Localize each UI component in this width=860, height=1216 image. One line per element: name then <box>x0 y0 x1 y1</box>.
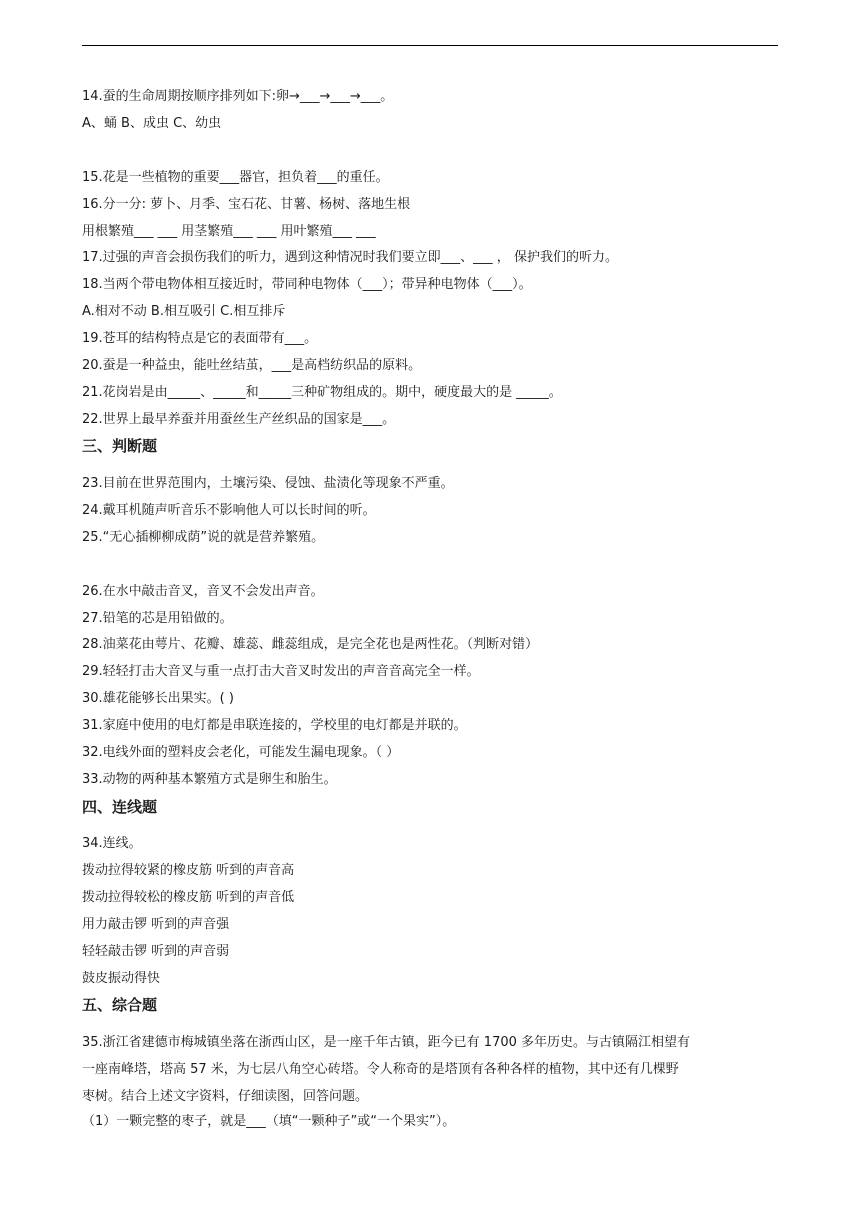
question-19: 19.苍耳的结构特点是它的表面带有___。 <box>82 331 318 346</box>
question-14-options: A、蛹 B、成虫 C、幼虫 <box>82 116 222 131</box>
question-21: 21.花岗岩是由_____、_____和_____三种矿物组成的。期中，硬度最大的是 _____。 <box>82 385 562 400</box>
matching-row-5: 鼓皮振动得快 <box>82 971 161 986</box>
question-23: 23.目前在世界范围内，土壤污染、侵蚀、盐渍化等现象不严重。 <box>82 476 454 491</box>
question-18-options: A.相对不动 B.相互吸引 C.相互排斥 <box>82 304 286 319</box>
question-25: 25.“无心插柳柳成荫”说的就是营养繁殖。 <box>82 530 325 545</box>
question-26: 26.在水中敲击音叉，音叉不会发出声音。 <box>82 584 324 599</box>
matching-row-3: 用力敲击锣 听到的声音强 <box>82 917 230 932</box>
section-heading-matching: 四、连线题 <box>82 798 158 816</box>
question-35-line-1: 35.浙江省建德市梅城镇坐落在浙西山区，是一座千年古镇，距今已有 1700 多年历史。与古镇隔江相望有 <box>82 1035 691 1050</box>
question-34: 34.连线。 <box>82 836 142 851</box>
question-14: 14.蚕的生命周期按顺序排列如下:卵→___→___→___。 <box>82 89 394 104</box>
question-22: 22.世界上最早养蚕并用蚕丝生产丝织品的国家是___。 <box>82 412 396 427</box>
question-15: 15.花是一些植物的重要___器官，担负着___的重任。 <box>82 170 389 185</box>
question-16-blanks: 用根繁殖___ ___ 用茎繁殖___ ___ 用叶繁殖___ ___ <box>82 224 376 239</box>
matching-row-2: 拨动拉得较松的橡皮筋 听到的声音低 <box>82 890 295 905</box>
question-33: 33.动物的两种基本繁殖方式是卵生和胎生。 <box>82 772 337 787</box>
header-rule <box>82 45 778 46</box>
question-24: 24.戴耳机随声听音乐不影响他人可以长时间的听。 <box>82 503 376 518</box>
question-27: 27.铅笔的芯是用铅做的。 <box>82 611 233 626</box>
section-heading-judgement: 三、判断题 <box>82 437 158 455</box>
question-35-line-2: 一座南峰塔，塔高 57 米，为七层八角空心砖塔。令人称奇的是塔顶有各种各样的植物，其中还有几棵野 <box>82 1062 679 1077</box>
matching-row-1: 拨动拉得较紧的橡皮筋 听到的声音高 <box>82 863 295 878</box>
question-18: 18.当两个带电物体相互接近时，带同种电物体（___）；带异种电物体（___）。 <box>82 277 532 292</box>
question-35-line-3: 枣树。结合上述文字资料，仔细读图，回答问题。 <box>82 1089 369 1104</box>
question-32: 32.电线外面的塑料皮会老化，可能发生漏电现象。（ ） <box>82 745 400 760</box>
question-16: 16.分一分: 萝卜、月季、宝石花、甘薯、杨树、落地生根 <box>82 197 411 212</box>
question-20: 20.蚕是一种益虫，能吐丝结茧，___是高档纺织品的原料。 <box>82 358 422 373</box>
section-heading-comprehensive: 五、综合题 <box>82 996 158 1014</box>
question-35-sub-1: （1）一颗完整的枣子，就是___（填“一颗种子”或“一个果实”）。 <box>82 1114 456 1129</box>
question-29: 29.轻轻打击大音叉与重一点打击大音叉时发出的声音音高完全一样。 <box>82 664 480 679</box>
question-28: 28.油菜花由萼片、花瓣、雄蕊、雌蕊组成，是完全花也是两性花。（判断对错） <box>82 637 539 652</box>
question-31: 31.家庭中使用的电灯都是串联连接的，学校里的电灯都是并联的。 <box>82 718 467 733</box>
question-17: 17.过强的声音会损伤我们的听力，遇到这种情况时我们要立即___、___ ， 保护我们的听力。 <box>82 250 618 265</box>
question-30: 30.雄花能够长出果实。( ) <box>82 691 234 706</box>
matching-row-4: 轻轻敲击锣 听到的声音弱 <box>82 944 230 959</box>
